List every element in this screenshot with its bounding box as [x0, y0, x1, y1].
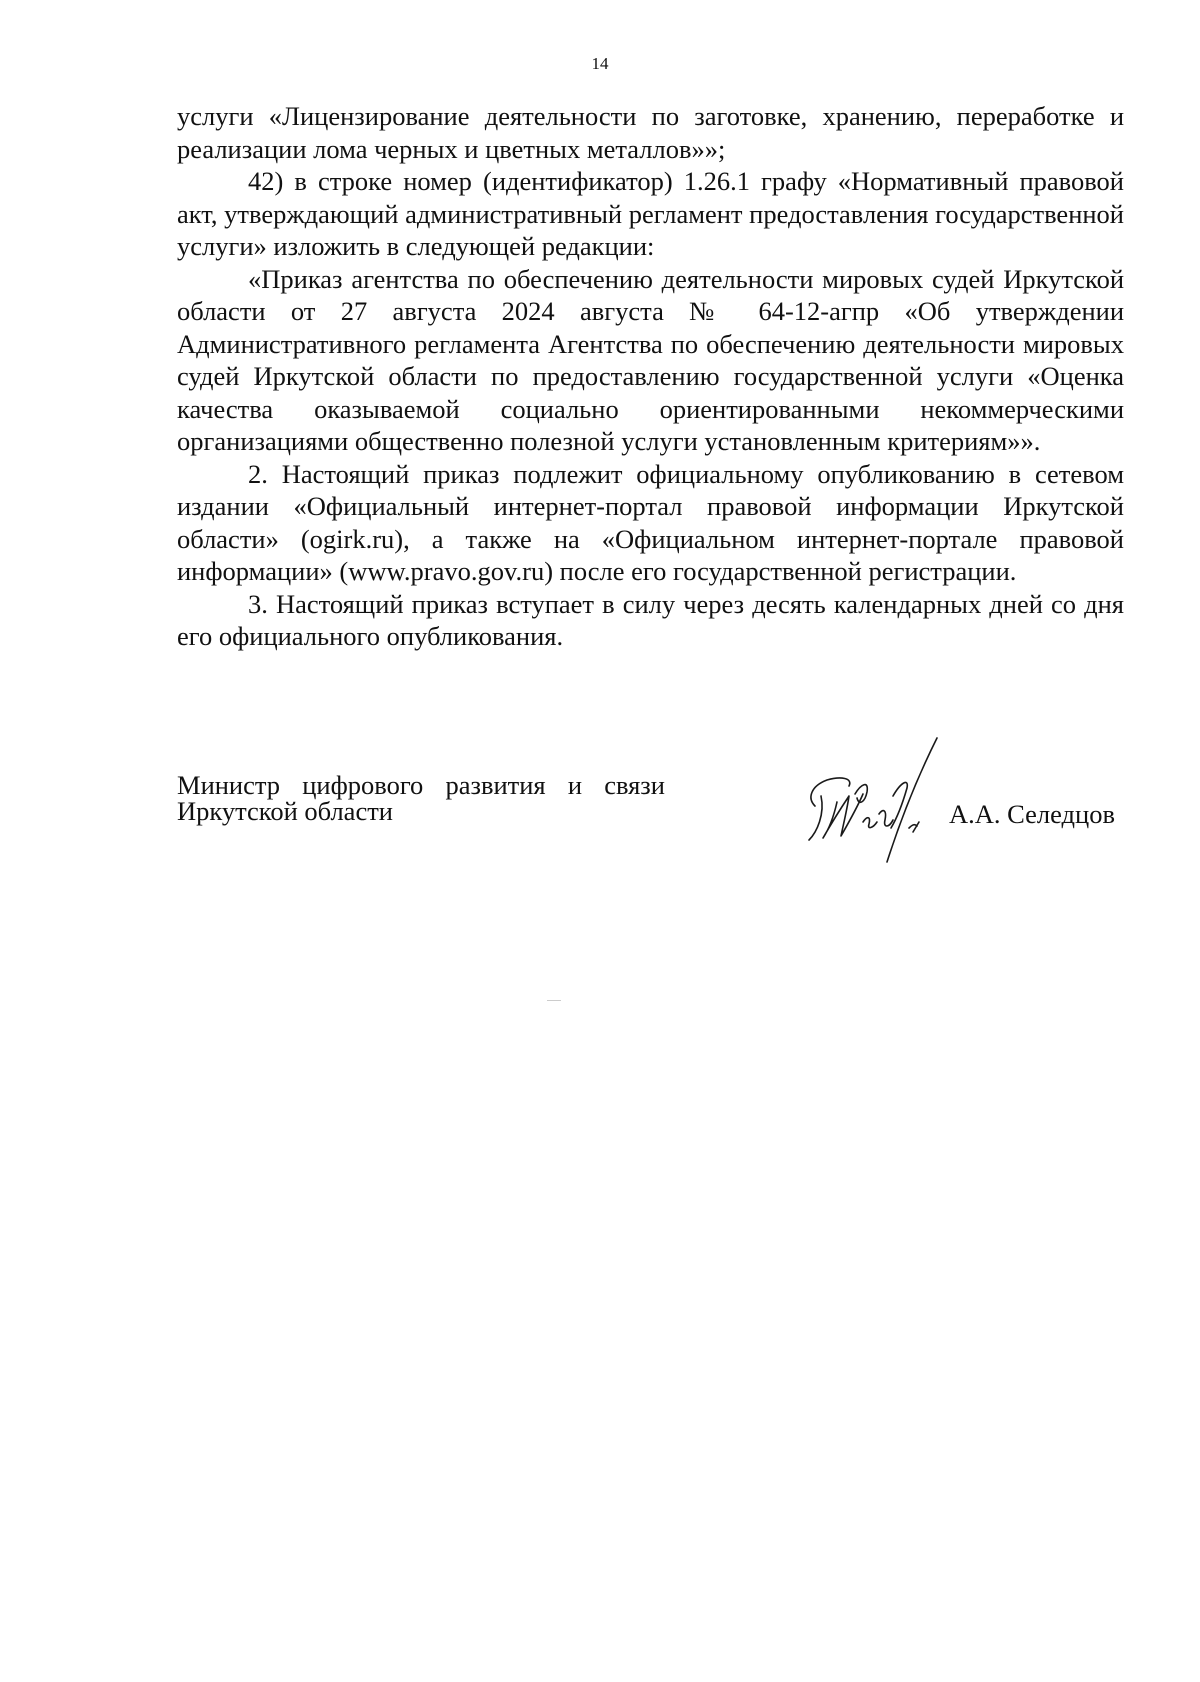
- document-body: [177, 100, 1124, 653]
- signature-block: [177, 772, 1127, 892]
- paragraph-publication: 2. Настоящий приказ подлежит официальному опубликованию в сетевом издании «Официальный интернет-портал правовой информации Иркутской области» (ogirk.ru), а также на «Официальном интернет-портале правовой информации» (www.pravo.gov.ru) после его государственной регистрации.: [177, 458, 1124, 586]
- paragraph-services-licensing: услуги «Лицензирование деятельности по заготовке, хранению, переработке и реализации лома черных и цветных металлов»»;: [177, 101, 1124, 164]
- paragraph-order-quote: «Приказ агентства по обеспечению деятельности мировых судей Иркутской области от 27 августа 2024 августа № 64-12-агпр «Об утверждении Административного регламента Агентства по обеспечению деятельности мировых судей Иркутской области по предоставлению государственной услуги «Оценка качества оказываемой социально ориентированными некоммерческими организациями общественно полезной услуги установленным критериям»».: [177, 263, 1124, 456]
- signatory-title: [177, 772, 667, 824]
- title-word: связи: [604, 770, 665, 800]
- paragraph-entry-into-force: 3. Настоящий приказ вступает в силу через десять календарных дней со дня его официального опубликования.: [177, 588, 1124, 651]
- title-word: Министр: [177, 770, 281, 800]
- signatory-name: А.А. Селедцов: [949, 799, 1115, 829]
- title-word: цифрового: [302, 770, 424, 800]
- signatory-title-line1: [177, 772, 665, 798]
- signatory-title-line2: Иркутской области: [177, 796, 393, 826]
- paragraph-item-42: 42) в строке номер (идентификатор) 1.26.1 графу «Нормативный правовой акт, утверждающий административный регламент предоставления государственной услуги» изложить в следующей редакции:: [177, 166, 1124, 261]
- title-word: развития: [445, 770, 546, 800]
- scan-artifact: [547, 1000, 561, 1001]
- handwritten-signature: [797, 736, 947, 876]
- title-word: и: [567, 770, 582, 800]
- page-number: 14: [591, 54, 609, 73]
